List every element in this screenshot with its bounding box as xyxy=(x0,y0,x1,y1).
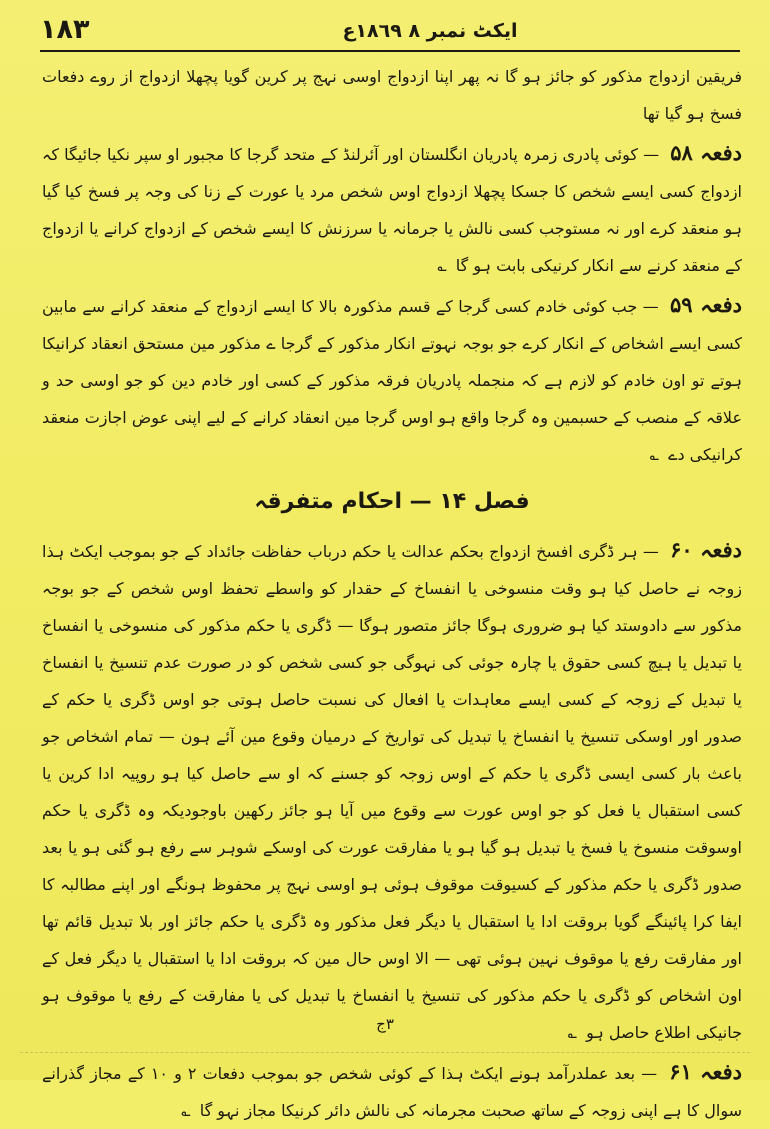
chapter-heading: فصل ۱۴ — احکام متفرقہ xyxy=(254,489,530,514)
signature-mark: ٣ج xyxy=(376,1015,394,1033)
end-mark: ؎ xyxy=(437,256,447,275)
paragraph-text: — جب کوئی خادم کسی گرجا کے قسم مذکورہ بالا کا ایسے ازدواج کے منعقد کرانے سے مابین کسی ایسے اشخاص کے انکار کرے جو بوجہ نہوتے انکار مذکور کے گرجا ے مذکور مین مستحق انعقاد کرانیکا ہوتے تو اون خادم کو لازم ہے کہ منجملہ پادریان فرقہ مذکور کے کسی اور خادم دین کو جو اوسی حد و علاقہ کے منصب کے حسبمین وہ گرجا واقع ہو اوس گرجا مین انعقاد کرانے کے لیے اپنی عوض اجازت منعقد کرانیکی دے xyxy=(42,297,743,464)
end-mark: ؎ xyxy=(649,445,659,464)
section-59 xyxy=(42,286,742,473)
running-title: ایکٹ نمبر ۸ ١٨٦٩ع xyxy=(342,20,518,42)
end-mark: ؎ xyxy=(567,1023,578,1042)
page-edge-mark xyxy=(20,1052,750,1053)
section-60 xyxy=(42,531,742,1051)
page-header xyxy=(40,14,740,48)
header-rule xyxy=(40,50,740,52)
section-number: دفعہ ۶۱ xyxy=(669,1059,743,1084)
document-body xyxy=(42,58,742,1129)
paragraph-text: — ہر ڈگری افسخ ازدواج بحکم عدالت یا حکم درباب حفاظت جائداد کے جو بموجب ایکٹ ہذا زوجہ نے حاصل کیا ہو وقت منسوخی یا انفساخ کے حقدار کو واسطے تحفظ اوس شخص کے جو بوجہ مذکور سے دادوستد کیا ہو ضروری ہوگا جائز متصور ہوگا — ڈگری یا حکم مذکور کی منسوخی یا انفساخ یا تبدیل یا ہیچ کسی حقوق یا چارہ جوئی کی نہوگی جو کسی شخص کو در صورت عدم تنسیخ یا انفساخ یا تبدیل کے زوجہ کے کسی ایسے معاہدات یا افعال کی نسبت حاصل ہوتی جو اوس ڈگری یا حکم کے صدور اور اوسکی تنسیخ یا انفساخ یا تبدیل کی تواریخ کے درمیان وقوع مین آئے ہون — تمام اشخاص جو باعث بار کسی ایسی ڈگری یا حکم کے اوس زوجہ کو جسنے کہ او سے حاصل کیا ہو روپیہ ادا کرین یا کسی استقبال یا فعل کو جو اوس عورت سے وقوع میں آیا ہو جائز رکھین باوجودیکہ وہ ڈگری یا حکم اوسوقت منسوخ یا فسخ یا تبدیل ہو گیا ہو یا مفارقت عورت کی اوسکے شوہر سے رفع ہو گئی ہو یا بعد صدور ڈگری یا حکم مذکور کے کسیوقت موقوف ہوئی ہو اوسی نہج پر محفوظ ہونگے اور اپنے مطالبہ کا ایفا کرا پائینگے گویا بروقت ادا یا استقبال یا دیگر فعل مذکور وہ ڈگری یا حکم جائز اور بلا تبدیل قائم تھا اور مفارقت رفع یا موقوف نہین ہوئی تھی — الا اوس حال مین کہ بروقت ادا یا استقبال یا دیگر فعل کے اون اشخاص کو ڈگری یا حکم مذکور کی تنسیخ یا انفساخ یا تبدیل کی یا مفارقت کے رفع یا موقوف ہو جانیکی اطلاع حاصل ہو xyxy=(42,542,742,1042)
paragraph-text: — کوئی پادری زمرہ پادریان انگلستان اور آئرلنڈ کے متحد گرجا کا مجبور او سپر نکیا جائیگا کہ ازدواج کسی ایسے شخص کا جسکا پچھلا ازدواج اوس شخص مرد یا عورت کے زنا کی وجہ پر فسخ کیا گیا ہو منعقد کرے اور نہ مستوجب کسی نالش یا جرمانہ یا سرزنش کا ایسے شخص کے ازدواج کرانے یا ازدواج کے منعقد کرنے سے انکار کرنیکی بابت ہو گا xyxy=(42,145,742,275)
section-number: دفعہ ۶۰ xyxy=(670,537,743,562)
paragraph-text: — بعد عملدرآمد ہونے ایکٹ ہذا کے کوئی شخص جو بموجب دفعات ۲ و ۱۰ کے مجاز گذرانے سوال کا ہے اپنی زوجہ کے ساتھ صحبت مجرمانہ کی نالش دائر کرنیکا مجاز نہو گا xyxy=(42,1064,742,1120)
section-58 xyxy=(42,134,742,284)
section-61 xyxy=(42,1053,742,1129)
paragraph-text: فریقین ازدواج مذکور کو جائز ہو گا نہ پھر اپنا ازدواج اوسی نہج پر کرین گویا پچھلا ازدواج از روے دفعات فسخ ہو گیا تھا xyxy=(42,67,742,123)
end-mark: ؎ xyxy=(181,1101,191,1120)
section-number: دفعہ ۵۸ xyxy=(670,140,742,165)
section-number: دفعہ ۵۹ xyxy=(670,292,743,317)
page-number: ١٨٣ xyxy=(40,14,90,45)
paragraph-continuation xyxy=(42,58,742,132)
